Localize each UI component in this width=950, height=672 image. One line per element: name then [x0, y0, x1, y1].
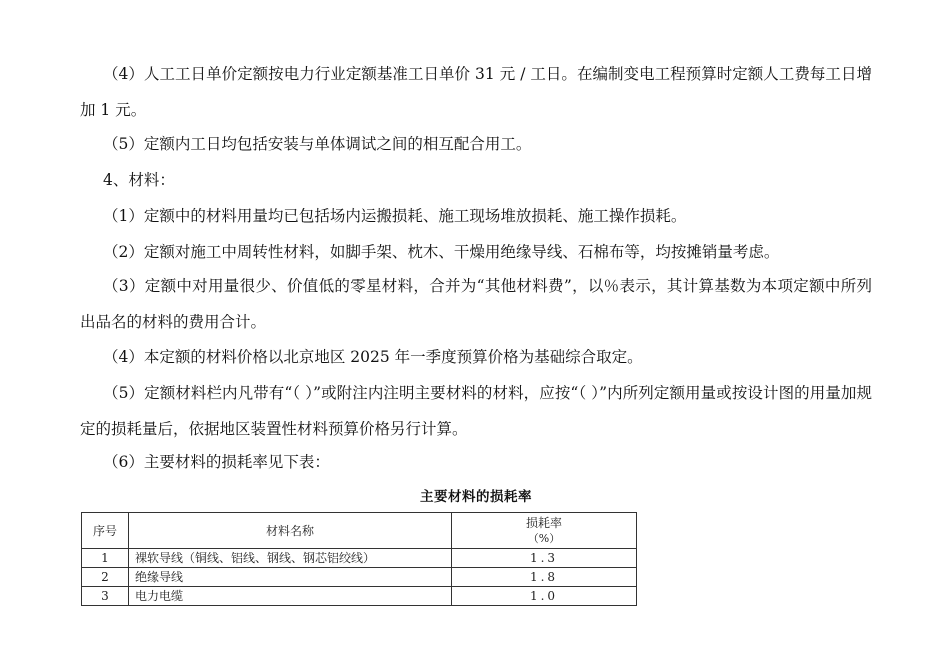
row-no: 3: [82, 587, 129, 606]
paragraph-material-losses: （1）定额中的材料用量均已包括场内运搬损耗、施工现场堆放损耗、施工操作损耗。: [103, 207, 687, 225]
section-heading-materials: 4、材料：: [103, 171, 175, 189]
paragraph-material-prices: （4）本定额的材料价格以北京地区 2025 年一季度预算价格为基础综合取定。: [103, 348, 643, 366]
header-loss-rate-unit: （%）: [527, 531, 561, 545]
header-material-name: 材料名称: [129, 513, 452, 549]
paragraph-labor-coordination: （5）定额内工日均包括安装与单体调试之间的相互配合用工。: [103, 135, 532, 153]
header-loss-rate: [452, 513, 637, 549]
paragraph-labor-unit-price: （4）人工工日单价定额按电力行业定额基准工日单价 31 元 / 工日。在编制变电工程预算时定额人工费每工日增加 1 元。: [80, 65, 872, 119]
paragraph-misc-materials: （3）定额中对用量很少、价值低的零星材料，合并为“其他材料费”，以％表示，其计算基数为本项定额中所列出品名的材料的费用合计。: [80, 277, 872, 331]
paragraph-turnover-materials: （2）定额对施工中周转性材料，如脚手架、枕木、干燥用绝缘导线、石棉布等，均按摊销量考虑。: [103, 243, 780, 261]
row-no: 1: [82, 549, 129, 568]
row-material-name: 绝缘导线: [129, 568, 452, 587]
paragraph-main-materials: （5）定额材料栏内凡带有“（ ）”或附注内注明主要材料的材料，应按“（ ）”内所列定额用量或按设计图的用量加规定的损耗量后，依据地区装置性材料预算价格另行计算。: [80, 384, 872, 438]
table-row: [82, 587, 637, 606]
row-loss-rate: 1.0: [452, 587, 637, 606]
row-loss-rate: 1.8: [452, 568, 637, 587]
header-loss-rate-label: 损耗率: [525, 515, 562, 530]
header-no: 序号: [82, 513, 129, 549]
row-material-name: 电力电缆: [129, 587, 452, 606]
paragraph-loss-rate-intro: （6）主要材料的损耗率见下表：: [103, 453, 330, 471]
loss-rate-table: [81, 512, 637, 606]
row-no: 2: [82, 568, 129, 587]
table-row: [82, 568, 637, 587]
table-title: 主要材料的损耗率: [420, 489, 532, 505]
table-row: [82, 549, 637, 568]
row-loss-rate: 1.3: [452, 549, 637, 568]
table-header-row: [82, 513, 637, 549]
row-material-name: 裸软导线（铜线、铝线、钢线、钢芯铝绞线）: [129, 549, 452, 568]
